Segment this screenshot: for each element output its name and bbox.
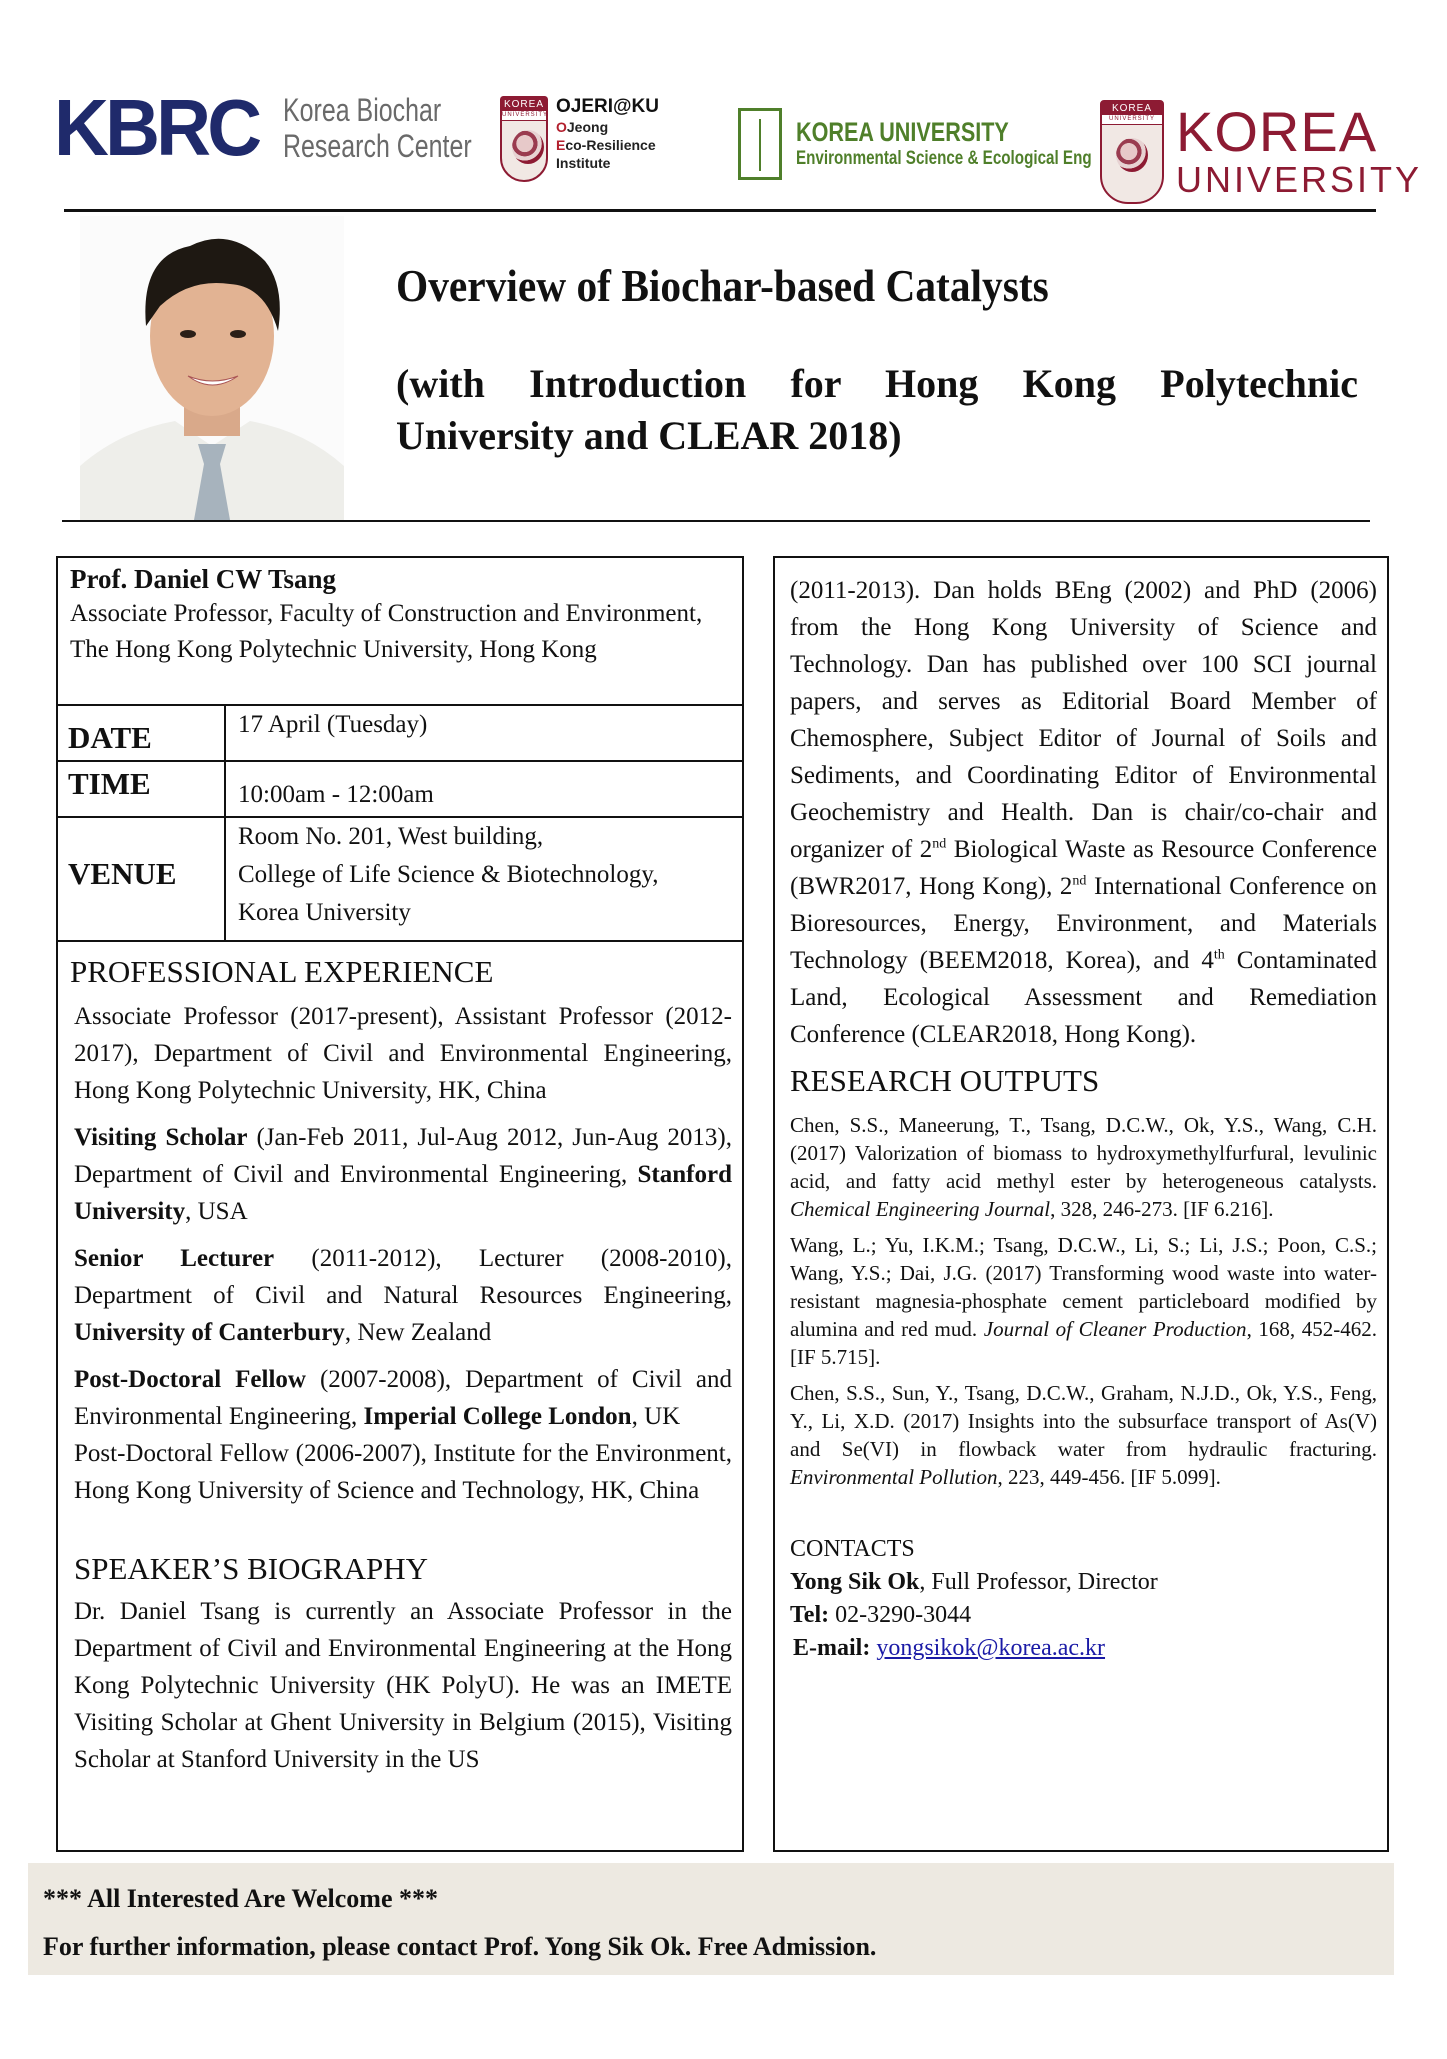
spacer [58, 1509, 742, 1547]
reference-tail: , 223, 449-456. [IF 5.099]. [997, 1465, 1221, 1489]
time-row [58, 762, 742, 818]
ku-env-wordmark [796, 117, 1092, 171]
experience-institution: Stanford University [74, 1161, 732, 1225]
welcome-note: *** All Interested Are Welcome *** [43, 1884, 439, 1913]
tiger-icon [1116, 138, 1148, 172]
research-reference [790, 1371, 1377, 1491]
bio-text: Biological Waste as Resource Conference (BWR2017, Hong Kong), 2 [790, 836, 1377, 900]
title-divider [62, 520, 1370, 522]
venue-line3: Korea University [238, 899, 411, 926]
ku-env-emblem-icon [738, 108, 782, 180]
research-reference [790, 1223, 1377, 1371]
top-divider [64, 209, 1376, 212]
contacts-heading: CONTACTS [790, 1536, 915, 1562]
crest-band: KOREA [1102, 102, 1162, 115]
venue-line1: Room No. 201, West building, [238, 823, 544, 850]
korea-university-logo [1100, 100, 1422, 204]
experience-item [58, 1435, 742, 1509]
ojeri-accent: E [556, 137, 566, 153]
ojeri-line3: Institute [556, 155, 611, 171]
crest-subband: UNIVERSITY [502, 111, 546, 121]
venue-line2: College of Life Science & Biotechnology, [238, 861, 659, 888]
biography-heading: SPEAKER’S BIOGRAPHY [74, 1551, 428, 1586]
crest-band: KOREA [503, 99, 544, 110]
kbrc-line2: Research Center [283, 128, 472, 164]
experience-item [58, 1119, 742, 1230]
experience-heading: PROFESSIONAL EXPERIENCE [70, 954, 494, 989]
crest-subband: UNIVERSITY [1102, 115, 1162, 125]
biography-text: Dr. Daniel Tsang is currently an Associate Professor in the Department of Civil and Environmental Engineering at the Hong Kong Polytechnic University (HK PolyU). He was an IMETE Visiting Scholar at Ghent University in Belgium (2015), Visiting Scholar at Stanford University in the US [74, 1598, 732, 1773]
experience-text: (2007-2008), Department of Civil and Environmental Engineering, [74, 1366, 733, 1430]
experience-tail: , New Zealand [344, 1319, 492, 1346]
kbrc-mark-text: KBRC [54, 83, 259, 172]
time-value: 10:00am - 12:00am [238, 781, 434, 808]
ojeri-wordmark [556, 96, 659, 182]
experience-role: Senior Lecturer [74, 1245, 275, 1272]
bio-text: (2011-2013). Dan holds BEng (2002) and PhD (2006) from the Hong Kong University of Science and Technology. Dan has published over 100 SCI journal papers, and serves as Editorial Board Member of Chemosphere, Subject Editor of Journal of Soils and Sediments, and Coordinating Editor of Environmental Geochemistry and Health. Dan is chair/co-chair and organizer of 2 [790, 577, 1377, 863]
page-subtitle: (with Introduction for Hong Kong Polytechnic University and CLEAR 2018) [396, 361, 1358, 458]
biography-research-box [773, 556, 1389, 1852]
reference-text: Chen, S.S., Sun, Y., Tsang, D.C.W., Graham, N.J.D., Ok, Y.S., Feng, Y., Li, X.D. (2017) Insights into the subsurface transport of As(V) and Se(VI) in flowback water from hydraulic fracturing. [790, 1381, 1377, 1461]
reference-tail: , 328, 246-273. [IF 6.216]. [1050, 1197, 1274, 1221]
ojeri-line1 [556, 118, 659, 136]
reference-journal: Chemical Engineering Journal [790, 1197, 1051, 1221]
experience-text: (Jan-Feb 2011, Jul-Aug 2012, Jun-Aug 2013), Department of Civil and Environmental Engineering, [74, 1124, 732, 1188]
experience-item [58, 1361, 742, 1435]
bio-text: International Conference on Bioresources, Energy, Environment, and Materials Technology (BEEM2018, Korea), and 4 [790, 873, 1377, 974]
date-label: DATE [58, 706, 226, 760]
reference-tail: , 168, 452-462. [IF 5.715]. [790, 1317, 1377, 1369]
experience-item [58, 998, 742, 1109]
spacer [58, 1230, 742, 1240]
ku-line1: KOREA [1176, 100, 1378, 163]
kbrc-logo [54, 82, 525, 174]
experience-role: Visiting Scholar [74, 1124, 248, 1151]
ordinal-suffix: nd [932, 836, 947, 852]
date-value: 17 April (Tuesday) [238, 711, 428, 738]
ojeri-title: OJERI@KU [556, 96, 659, 117]
email-link[interactable]: yongsikok@korea.ac.kr [876, 1635, 1106, 1661]
reference-journal: Journal of Cleaner Production [983, 1317, 1247, 1341]
speaker-portrait-icon [80, 216, 344, 520]
ordinal-suffix: th [1213, 947, 1225, 963]
ku-line2: UNIVERSITY [1176, 159, 1423, 200]
experience-institution: Imperial College London [363, 1403, 632, 1430]
kbrc-mark [54, 83, 259, 172]
ojeri-line2 [556, 136, 659, 154]
ku-env-line1: KOREA UNIVERSITY [796, 117, 1009, 147]
speaker-photo [80, 216, 344, 520]
reference-journal: Environmental Pollution [790, 1465, 998, 1489]
kbrc-line1: Korea Biochar [283, 92, 442, 128]
kbrc-wordmark [283, 92, 472, 164]
korea-university-crest-icon [1100, 100, 1164, 204]
reference-text: Chen, S.S., Maneerung, T., Tsang, D.C.W., Ok, Y.S., Wang, C.H. (2017) Valorization of biomass to hydroxymethylfurfural, levulinic acid, and fatty acid methyl ester by heterogeneous catalysts. [790, 1113, 1377, 1193]
experience-text: Associate Professor (2017-present), Assistant Professor (2012-2017), Department of Civil and Environmental Engineering, Hong Kong Polytechnic University, HK, China [74, 1003, 732, 1104]
tel-label: Tel: [790, 1602, 830, 1628]
date-row [58, 706, 742, 762]
ojeri-logo [500, 96, 659, 182]
speaker-info-box [56, 556, 744, 1852]
page-title: Overview of Biochar-based Catalysts [396, 260, 1049, 311]
experience-item [58, 1240, 742, 1351]
ku-wordmark [1176, 100, 1423, 200]
biography-continued [790, 558, 1377, 1053]
experience-role: Post-Doctoral Fellow [74, 1366, 306, 1393]
speaker-name: Prof. Daniel CW Tsang [70, 564, 337, 594]
bio-text: Contaminated Land, Ecological Assessment and Remediation Conference (CLEAR2018, Hong Kong). [790, 947, 1377, 1048]
contact-name: Yong Sik Ok [790, 1569, 920, 1595]
contact-role: , Full Professor, Director [919, 1569, 1158, 1595]
time-label: TIME [58, 762, 226, 816]
experience-tail: , USA [185, 1198, 248, 1225]
tel-value: 02-3290-3044 [829, 1602, 972, 1628]
contact-person [790, 1566, 1377, 1599]
venue-value [226, 818, 742, 940]
ordinal-suffix: nd [1072, 873, 1087, 889]
research-reference [790, 1103, 1377, 1223]
footer-banner [28, 1863, 1394, 1975]
experience-text: (2011-2012), Lecturer (2008-2010), Department of Civil and Natural Resources Engineering, [74, 1245, 732, 1309]
research-heading: RESEARCH OUTPUTS [790, 1063, 1100, 1098]
contact-note: For further information, please contact Prof. Yong Sik Ok. Free Admission. [43, 1932, 877, 1961]
ojeri-accent: O [556, 119, 567, 135]
speaker-block [58, 558, 742, 706]
ojeri-line1-rest: Jeong [566, 119, 609, 135]
reference-text: Wang, L.; Yu, I.K.M.; Tsang, D.C.W., Li, S.; Li, J.S.; Poon, C.S.; Wang, Y.S.; Dai, J.G. (2017) Transforming wood waste into water-resistant magnesia-phosphate cement particleboard modified by alumina and red mud. [790, 1233, 1377, 1341]
contacts-block [790, 1533, 1377, 1665]
experience-tail: , UK [631, 1403, 681, 1430]
ojeri-line2-rest: co-Resilience [565, 137, 656, 153]
experience-text: Post-Doctoral Fellow (2006-2007), Institute for the Environment, Hong Kong University of Science and Technology, HK, China [74, 1440, 732, 1504]
contact-tel [790, 1599, 1377, 1632]
korea-university-crest-icon [500, 96, 548, 182]
tiger-icon [512, 130, 544, 164]
spacer [58, 1351, 742, 1361]
venue-row [58, 818, 742, 942]
venue-label: VENUE [58, 818, 226, 940]
speaker-affiliation: Associate Professor, Faculty of Construction and Environment, The Hong Kong Polytechnic University, Hong Kong [70, 600, 703, 663]
contact-email [790, 1632, 1377, 1665]
spacer [58, 1109, 742, 1119]
ku-env-line2: Environmental Science & Ecological Eng [796, 148, 1092, 169]
experience-institution: University of Canterbury [74, 1319, 345, 1346]
email-label: E-mail: [793, 1635, 871, 1661]
